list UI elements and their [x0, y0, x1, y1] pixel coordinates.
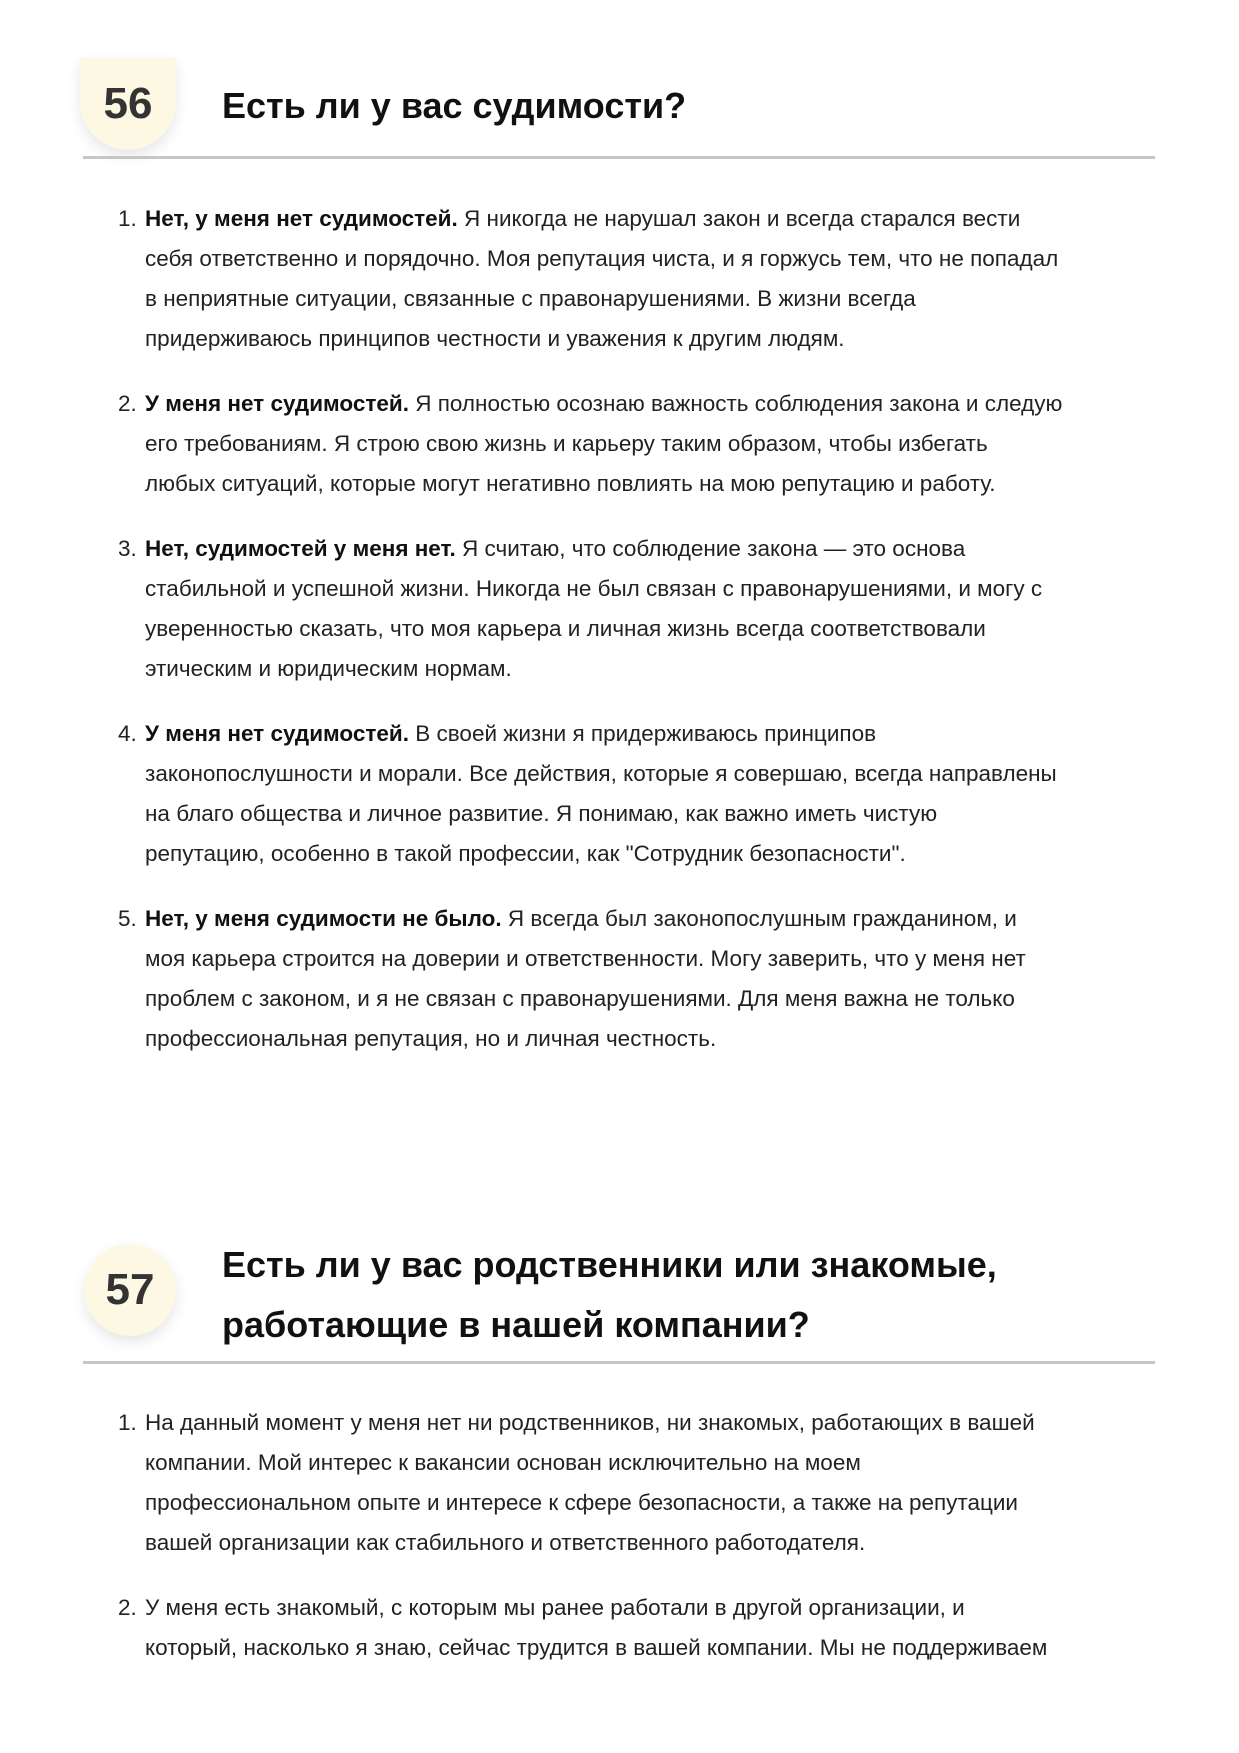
text-line — [145, 979, 1158, 1019]
text-segment: вашей организации как стабильного и ответственного работодателя. — [145, 1530, 866, 1555]
question-number-badge: 57 — [84, 1244, 176, 1336]
text-line — [145, 199, 1158, 239]
answer-list — [118, 199, 1158, 1084]
text-segment: любых ситуаций, которые могут негативно повлиять на мою репутацию и работу. — [145, 471, 996, 496]
text-line — [145, 1483, 1158, 1523]
text-segment: Я считаю, что соблюдение закона — это основа — [455, 536, 966, 561]
title-line: Есть ли у вас судимости? — [222, 85, 687, 126]
item-number: 2. — [118, 1595, 137, 1620]
text-segment: Я всегда был законопослушным гражданином, и — [501, 906, 1017, 931]
text-segment: компании. Мой интерес к вакансии основан исключительно на моем — [145, 1450, 861, 1475]
text-segment: себя ответственно и порядочно. Моя репутация чиста, и я горжусь тем, что не попадал — [145, 246, 1059, 271]
text-segment: придерживаюсь принципов честности и уважения к другим людям. — [145, 326, 845, 351]
text-segment: профессиональная репутация, но и личная честность. — [145, 1026, 717, 1051]
answer-item — [118, 1403, 1158, 1563]
answer-lead: У меня нет судимостей. — [145, 391, 409, 416]
item-number: 5. — [118, 906, 137, 931]
item-number: 1. — [118, 1410, 137, 1435]
text-line — [145, 464, 1158, 504]
text-segment: на благо общества и личное развитие. Я понимаю, как важно иметь чистую — [145, 801, 938, 826]
answer-lead: У меня нет судимостей. — [145, 721, 409, 746]
text-line — [145, 1523, 1158, 1563]
text-line — [145, 714, 1158, 754]
answer-item — [118, 899, 1158, 1059]
divider — [83, 156, 1155, 159]
text-line — [145, 754, 1158, 794]
text-line — [145, 239, 1158, 279]
text-segment: профессиональном опыте и интересе к сфере безопасности, а также на репутации — [145, 1490, 1018, 1515]
text-segment: репутацию, особенно в такой профессии, как "Сотрудник безопасности". — [145, 841, 906, 866]
answer-item — [118, 529, 1158, 689]
question-title — [222, 76, 686, 136]
text-segment: моя карьера строится на доверии и ответственности. Могу заверить, что у меня нет — [145, 946, 1026, 971]
text-line — [145, 529, 1158, 569]
answer-list — [118, 1403, 1158, 1693]
text-segment: На данный момент у меня нет ни родственников, ни знакомых, работающих в вашей — [145, 1410, 1035, 1435]
text-segment: законопослушности и морали. Все действия, которые я совершаю, всегда направлены — [145, 761, 1057, 786]
item-number: 2. — [118, 391, 137, 416]
text-line — [145, 609, 1158, 649]
answer-lead: Нет, у меня нет судимостей. — [145, 206, 458, 231]
divider — [83, 1361, 1155, 1364]
text-line — [145, 569, 1158, 609]
text-line — [145, 319, 1158, 359]
text-line — [145, 1588, 1158, 1628]
text-line — [145, 939, 1158, 979]
answer-lead: Нет, у меня судимости не было. — [145, 906, 502, 931]
title-line: Есть ли у вас родственники или знакомые, — [222, 1244, 997, 1285]
text-segment: В своей жизни я придерживаюсь принципов — [408, 721, 877, 746]
text-segment: Я никогда не нарушал закон и всегда старался вести — [457, 206, 1021, 231]
text-segment: стабильной и успешной жизни. Никогда не был связан с правонарушениями, и могу с — [145, 576, 1043, 601]
text-line — [145, 424, 1158, 464]
text-line — [145, 834, 1158, 874]
text-segment: У меня есть знакомый, с которым мы ранее работали в другой организации, и — [145, 1595, 965, 1620]
item-number: 3. — [118, 536, 137, 561]
text-line — [145, 794, 1158, 834]
answer-item — [118, 384, 1158, 504]
answer-item — [118, 199, 1158, 359]
answer-lead: Нет, судимостей у меня нет. — [145, 536, 456, 561]
text-line — [145, 1403, 1158, 1443]
text-line — [145, 384, 1158, 424]
answer-item — [118, 1588, 1158, 1668]
text-segment: в неприятные ситуации, связанные с правонарушениями. В жизни всегда — [145, 286, 916, 311]
text-line — [145, 1443, 1158, 1483]
title-line: работающие в нашей компании? — [222, 1304, 810, 1345]
item-number: 1. — [118, 206, 137, 231]
text-segment: этическим и юридическим нормам. — [145, 656, 512, 681]
text-segment: его требованиям. Я строю свою жизнь и карьеру таким образом, чтобы избегать — [145, 431, 988, 456]
question-number-badge: 56 — [80, 58, 176, 150]
text-line — [145, 899, 1158, 939]
question-title — [222, 1235, 997, 1355]
text-segment: проблем с законом, и я не связан с правонарушениями. Для меня важна не только — [145, 986, 1015, 1011]
answer-item — [118, 714, 1158, 874]
text-line — [145, 279, 1158, 319]
text-line — [145, 1019, 1158, 1059]
text-line — [145, 649, 1158, 689]
text-segment: Я полностью осознаю важность соблюдения закона и следую — [408, 391, 1063, 416]
text-line — [145, 1628, 1158, 1668]
text-segment: уверенностью сказать, что моя карьера и личная жизнь всегда соответствовали — [145, 616, 986, 641]
text-segment: который, насколько я знаю, сейчас трудится в вашей компании. Мы не поддерживаем — [145, 1635, 1048, 1660]
item-number: 4. — [118, 721, 137, 746]
